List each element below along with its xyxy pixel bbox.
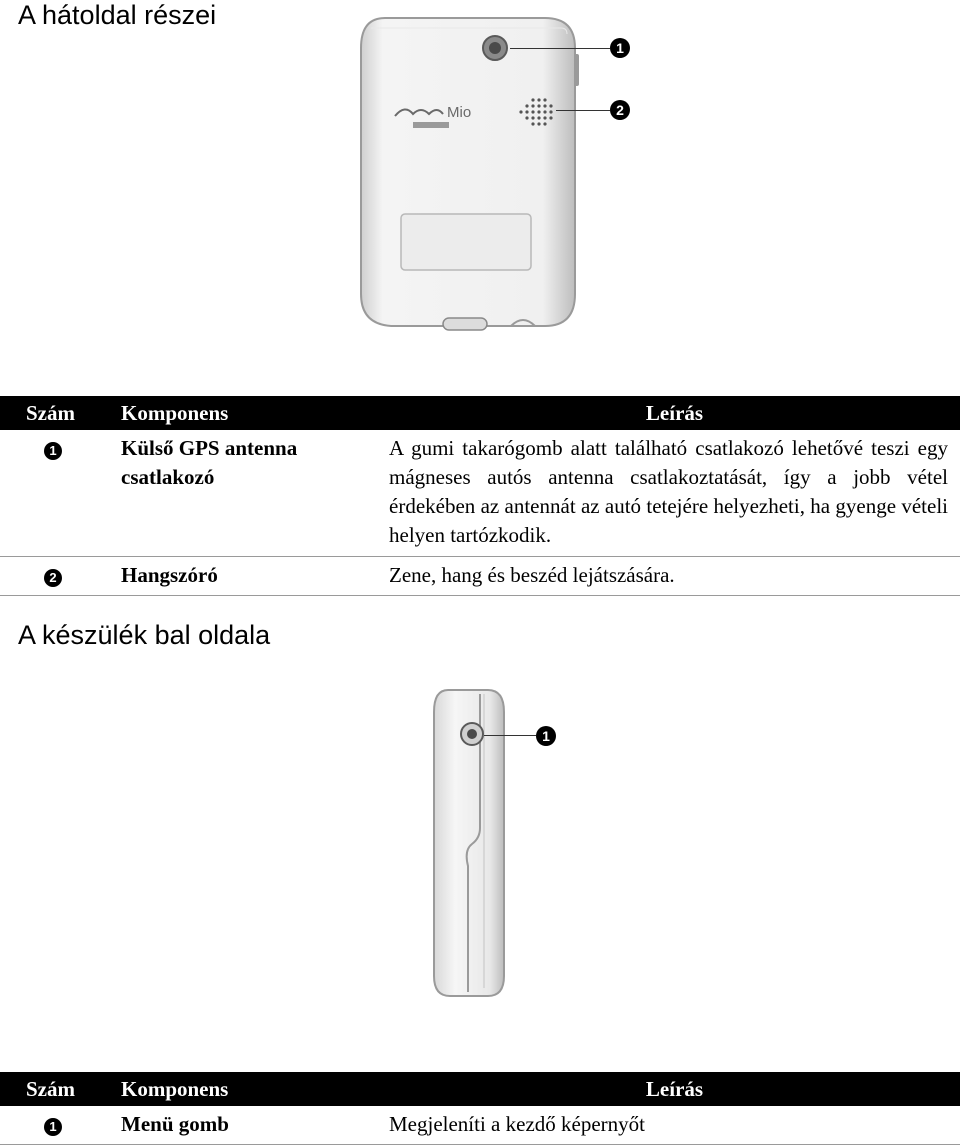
callout-leader-menu (484, 735, 536, 736)
header-component: Komponens (121, 396, 389, 430)
row-description: Megjeleníti a kezdő képernyőt (389, 1106, 960, 1145)
row-component: Menü gomb (121, 1106, 389, 1145)
callout-badge-1: 1 (610, 38, 630, 58)
row-component: Külső GPS antenna csatlakozó (121, 430, 389, 557)
callout-badge-2: 2 (610, 100, 630, 120)
callout-leader-2 (556, 110, 610, 111)
header-number: Szám (0, 396, 121, 430)
brand-logo-text: Mio (447, 104, 472, 121)
section-heading-left: A készülék bal oldala (18, 620, 271, 650)
table-row (0, 1106, 960, 1145)
table-row (0, 430, 960, 557)
header-description: Leírás (389, 396, 960, 430)
table-header-row (0, 1072, 960, 1106)
device-back-drawing (355, 14, 585, 334)
row-number-badge: 1 (44, 1118, 62, 1136)
row-component: Hangszóró (121, 557, 389, 596)
callout-badge-menu: 1 (536, 726, 556, 746)
row-description: A gumi takarógomb alatt található csatlakozó lehetővé teszi egy mágneses autós antenna csatlakoztatását, így a jobb vétel érdekében az antennát az autó tetejére helyezheti, ha gyenge vételi helyen tartózkodik. (389, 430, 960, 557)
header-description: Leírás (389, 1072, 960, 1106)
components-table-left (0, 1072, 960, 1145)
header-number: Szám (0, 1072, 121, 1106)
row-number-badge: 2 (44, 569, 62, 587)
section-heading-back: A hátoldal részei (18, 0, 217, 30)
device-back-image (355, 14, 585, 334)
header-component: Komponens (121, 1072, 389, 1106)
row-description: Zene, hang és beszéd lejátszására. (389, 557, 960, 596)
table-header-row (0, 396, 960, 430)
callout-leader-1 (510, 48, 610, 49)
table-row (0, 557, 960, 596)
row-number-badge: 1 (44, 442, 62, 460)
components-table-back (0, 396, 960, 596)
